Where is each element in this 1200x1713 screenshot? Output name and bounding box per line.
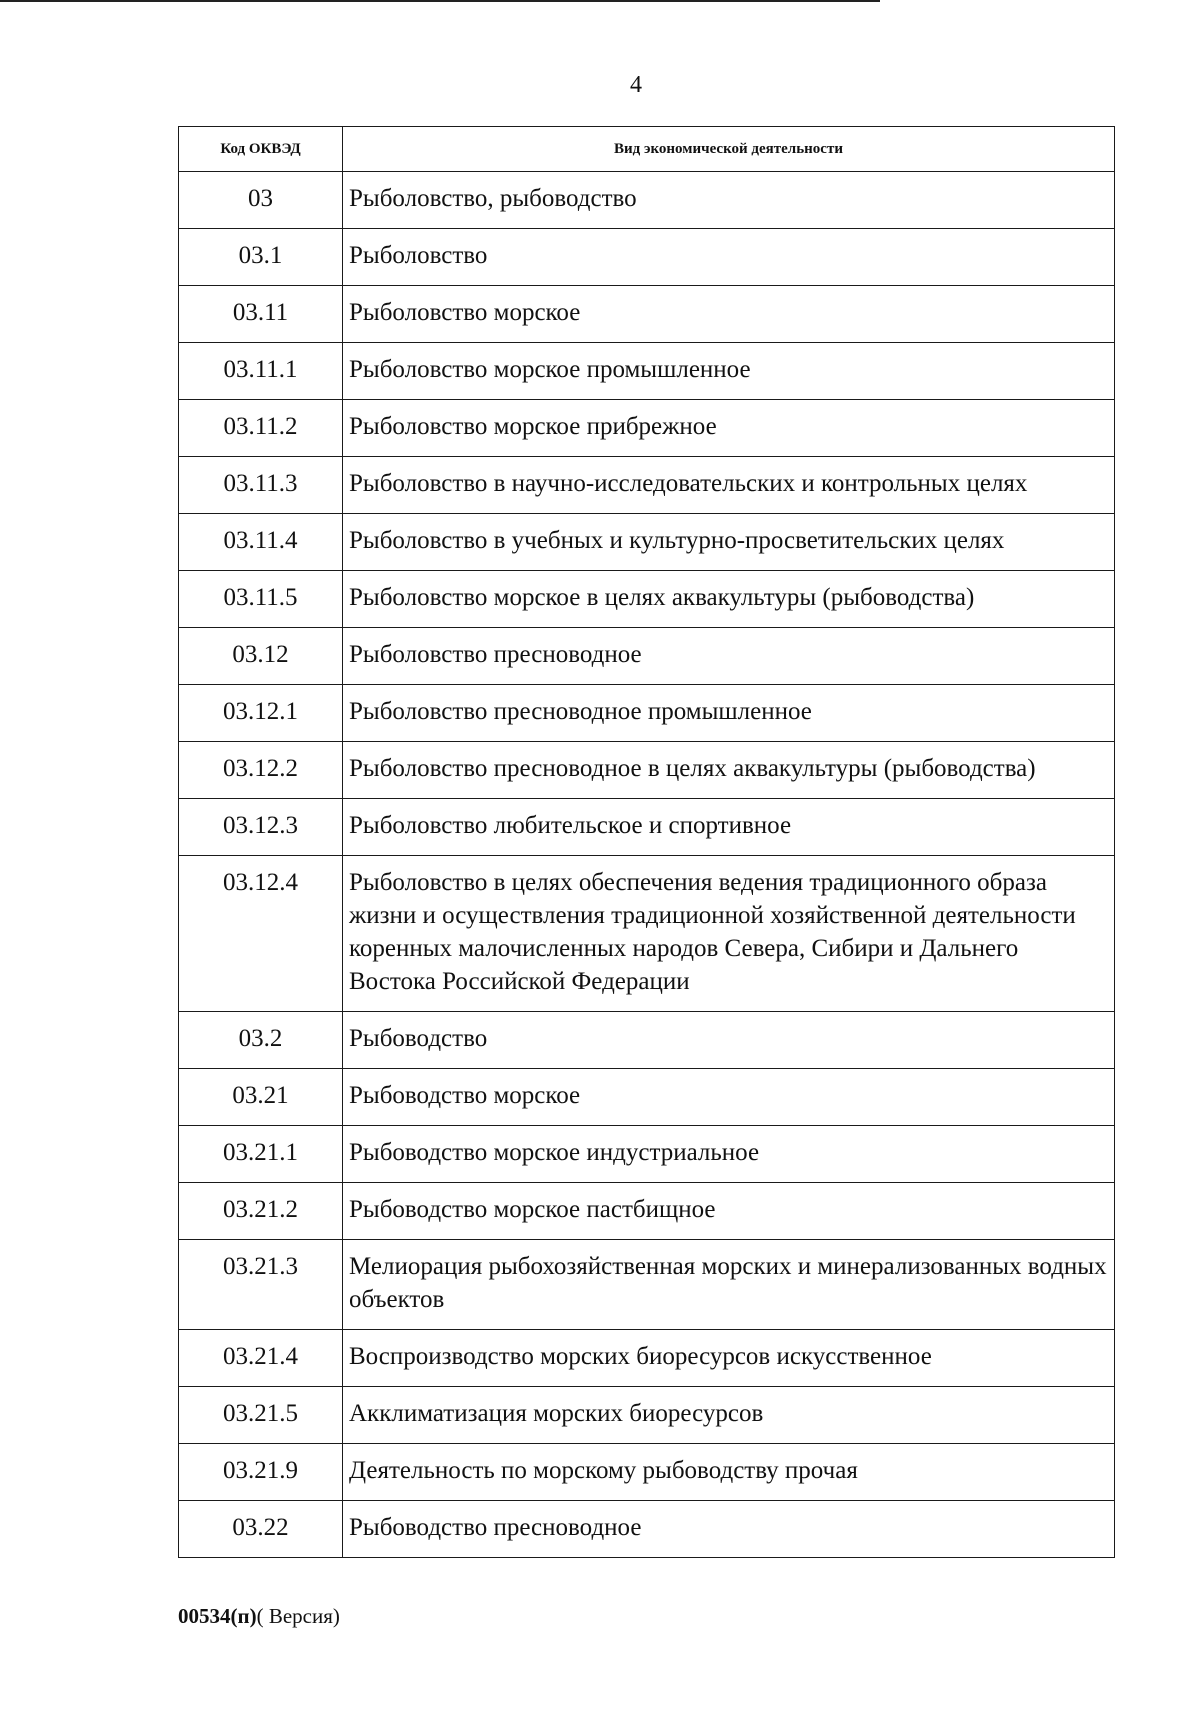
okved-code-cell: 03.21 xyxy=(179,1069,343,1126)
okved-code-cell: 03.21.2 xyxy=(179,1183,343,1240)
activity-description-cell: Рыболовство, рыбоводство xyxy=(343,172,1115,229)
activity-description-cell: Рыболовство пресноводное xyxy=(343,628,1115,685)
table-row xyxy=(179,799,1115,856)
okved-table xyxy=(178,126,1115,1558)
document-code: 00534(п) xyxy=(178,1604,257,1628)
table-row xyxy=(179,1444,1115,1501)
activity-description-cell: Рыболовство любительское и спортивное xyxy=(343,799,1115,856)
document-version: ( Версия) xyxy=(256,1604,340,1628)
okved-code-cell: 03.12.2 xyxy=(179,742,343,799)
okved-code-cell: 03.11.3 xyxy=(179,457,343,514)
activity-description-cell: Деятельность по морскому рыбоводству прочая xyxy=(343,1444,1115,1501)
okved-code-cell: 03.12 xyxy=(179,628,343,685)
okved-code-cell: 03.21.1 xyxy=(179,1126,343,1183)
okved-code-cell: 03.1 xyxy=(179,229,343,286)
okved-code-cell: 03.12.3 xyxy=(179,799,343,856)
table-row xyxy=(179,742,1115,799)
page-number: 4 xyxy=(630,72,642,98)
table-row xyxy=(179,514,1115,571)
okved-code-cell: 03.22 xyxy=(179,1501,343,1558)
activity-description-cell: Рыбоводство xyxy=(343,1012,1115,1069)
table-row xyxy=(179,856,1115,1012)
table-row xyxy=(179,1387,1115,1444)
okved-code-cell: 03.21.9 xyxy=(179,1444,343,1501)
activity-description-cell: Рыболовство морское в целях аквакультуры (рыбоводства) xyxy=(343,571,1115,628)
table-row xyxy=(179,457,1115,514)
table-header-row xyxy=(179,127,1115,172)
okved-code-cell: 03.11.2 xyxy=(179,400,343,457)
table-row xyxy=(179,571,1115,628)
okved-code-cell: 03.11.5 xyxy=(179,571,343,628)
okved-code-cell: 03.12.1 xyxy=(179,685,343,742)
header-code: Код ОКВЭД xyxy=(179,127,343,172)
activity-description-cell: Рыболовство в научно-исследовательских и контрольных целях xyxy=(343,457,1115,514)
okved-code-cell: 03.11.4 xyxy=(179,514,343,571)
table-row xyxy=(179,229,1115,286)
activity-description-cell: Рыболовство xyxy=(343,229,1115,286)
table-row xyxy=(179,1330,1115,1387)
table-row xyxy=(179,400,1115,457)
activity-description-cell: Рыболовство в учебных и культурно-просветительских целях xyxy=(343,514,1115,571)
document-id xyxy=(178,1604,340,1629)
table-row xyxy=(179,1240,1115,1330)
activity-description-cell: Рыболовство пресноводное в целях аквакультуры (рыбоводства) xyxy=(343,742,1115,799)
okved-code-cell: 03.21.3 xyxy=(179,1240,343,1330)
okved-code-cell: 03.11.1 xyxy=(179,343,343,400)
header-activity: Вид экономической деятельности xyxy=(343,127,1115,172)
activity-description-cell: Рыбоводство морское xyxy=(343,1069,1115,1126)
table-row xyxy=(179,1126,1115,1183)
table-row xyxy=(179,1012,1115,1069)
table-row xyxy=(179,685,1115,742)
okved-code-cell: 03.11 xyxy=(179,286,343,343)
okved-code-cell: 03.12.4 xyxy=(179,856,343,1012)
table-row xyxy=(179,1501,1115,1558)
okved-code-cell: 03 xyxy=(179,172,343,229)
table-row xyxy=(179,286,1115,343)
top-border-line xyxy=(0,0,880,2)
activity-description-cell: Рыбоводство морское пастбищное xyxy=(343,1183,1115,1240)
activity-description-cell: Рыбоводство морское индустриальное xyxy=(343,1126,1115,1183)
activity-description-cell: Рыбоводство пресноводное xyxy=(343,1501,1115,1558)
activity-description-cell: Мелиорация рыбохозяйственная морских и минерализованных водных объектов xyxy=(343,1240,1115,1330)
table-row xyxy=(179,1183,1115,1240)
activity-description-cell: Рыболовство пресноводное промышленное xyxy=(343,685,1115,742)
activity-description-cell: Акклиматизация морских биоресурсов xyxy=(343,1387,1115,1444)
table-row xyxy=(179,343,1115,400)
activity-description-cell: Рыболовство морское xyxy=(343,286,1115,343)
activity-description-cell: Рыболовство морское промышленное xyxy=(343,343,1115,400)
okved-code-cell: 03.2 xyxy=(179,1012,343,1069)
okved-code-cell: 03.21.4 xyxy=(179,1330,343,1387)
table-row xyxy=(179,1069,1115,1126)
table-row xyxy=(179,628,1115,685)
activity-description-cell: Воспроизводство морских биоресурсов искусственное xyxy=(343,1330,1115,1387)
activity-description-cell: Рыболовство в целях обеспечения ведения традиционного образа жизни и осуществления традиционной хозяйственной деятельности коренных малочисленных народов Севера, Сибири и Дальнего Востока Российской Федерации xyxy=(343,856,1115,1012)
okved-code-cell: 03.21.5 xyxy=(179,1387,343,1444)
activity-description-cell: Рыболовство морское прибрежное xyxy=(343,400,1115,457)
table-row xyxy=(179,172,1115,229)
table-body xyxy=(179,172,1115,1558)
